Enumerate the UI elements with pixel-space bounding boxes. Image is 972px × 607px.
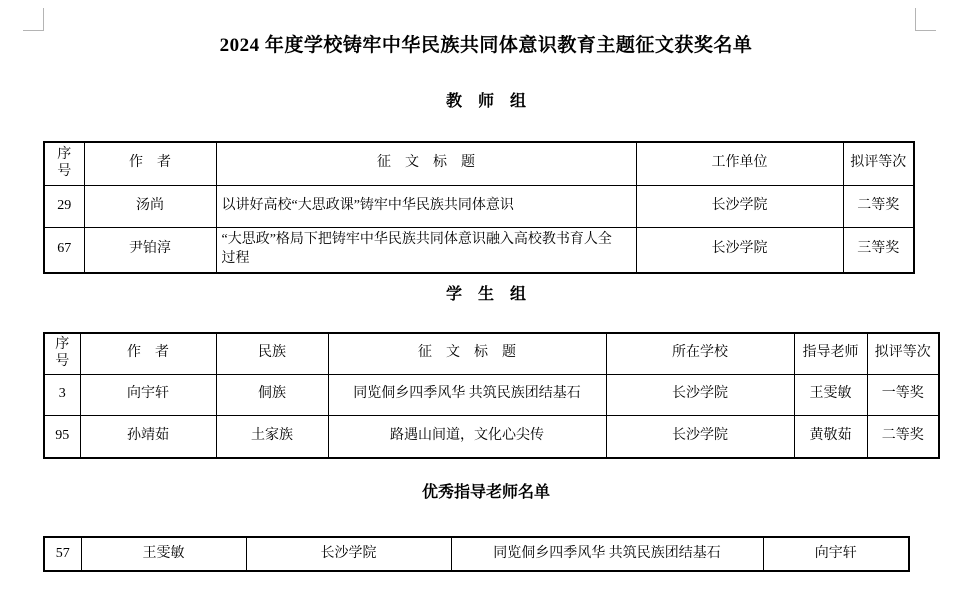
header-cell-ethnicity: 民族 (216, 333, 328, 374)
cell-serial: 29 (44, 185, 84, 227)
header-cell-essay-title: 征 文 标 题 (328, 333, 606, 374)
table-row (44, 415, 939, 458)
header-cell-advisor: 指导老师 (794, 333, 867, 374)
teacher-table (43, 141, 915, 274)
header-cell-school: 所在学校 (606, 333, 794, 374)
header-cell-serial: 序号 (44, 142, 84, 185)
table-row (44, 374, 939, 415)
header-cell-essay-title: 征 文 标 题 (216, 142, 636, 185)
cell-work-unit: 长沙学院 (636, 185, 843, 227)
header-cell-award-level: 拟评等次 (843, 142, 914, 185)
cell-school: 长沙学院 (606, 374, 794, 415)
cell-serial: 3 (44, 374, 80, 415)
cell-award-level: 一等奖 (867, 374, 939, 415)
cell-award-level: 二等奖 (843, 185, 914, 227)
cell-serial: 57 (44, 537, 81, 571)
header-cell-work-unit: 工作单位 (636, 142, 843, 185)
cell-serial: 95 (44, 415, 80, 458)
cell-school: 长沙学院 (606, 415, 794, 458)
cell-serial: 67 (44, 227, 84, 273)
header-cell-author: 作 者 (84, 142, 216, 185)
cell-advisor: 黄敬茹 (794, 415, 867, 458)
cell-author: 尹铂淳 (84, 227, 216, 273)
teacher-table-header-row (44, 142, 914, 185)
cell-ethnicity: 土家族 (216, 415, 328, 458)
page-margin-mark-left (23, 8, 44, 31)
cell-award-level: 二等奖 (867, 415, 939, 458)
advisor-table (43, 536, 910, 572)
cell-work-unit: 长沙学院 (636, 227, 843, 273)
page-margin-mark-right (915, 8, 936, 31)
section-heading-advisors: 优秀指导老师名单 (421, 484, 550, 501)
cell-author: 孙靖茹 (80, 415, 216, 458)
student-table (43, 332, 940, 459)
cell-school: 长沙学院 (246, 537, 451, 571)
cell-ethnicity: 侗族 (216, 374, 328, 415)
cell-award-level: 三等奖 (843, 227, 914, 273)
cell-essay-title: 同览侗乡四季风华 共筑民族团结基石 (451, 537, 763, 571)
table-row (44, 227, 914, 273)
header-cell-serial: 序号 (44, 333, 80, 374)
student-table-header-row (44, 333, 939, 374)
header-cell-author: 作 者 (80, 333, 216, 374)
cell-essay-title: 以讲好高校“大思政课”铸牢中华民族共同体意识 (216, 185, 636, 227)
section-heading-students: 学 生 组 (445, 286, 526, 303)
cell-student: 向宇轩 (763, 537, 909, 571)
cell-essay-title: 同览侗乡四季风华 共筑民族团结基石 (328, 374, 606, 415)
cell-advisor: 王雯敏 (794, 374, 867, 415)
section-heading-teachers: 教 师 组 (445, 93, 526, 110)
cell-essay-title: 路遇山间道，文化心尖传 (328, 415, 606, 458)
cell-author: 向宇轩 (80, 374, 216, 415)
header-cell-award-level: 拟评等次 (867, 333, 939, 374)
table-row (44, 185, 914, 227)
table-row (44, 537, 909, 571)
page-title: 2024 年度学校铸牢中华民族共同体意识教育主题征文获奖名单 (219, 35, 753, 56)
cell-advisor: 王雯敏 (81, 537, 246, 571)
cell-essay-title: “大思政”格局下把铸牢中华民族共同体意识融入高校教书育人全 过程 (216, 227, 636, 273)
cell-author: 汤尚 (84, 185, 216, 227)
